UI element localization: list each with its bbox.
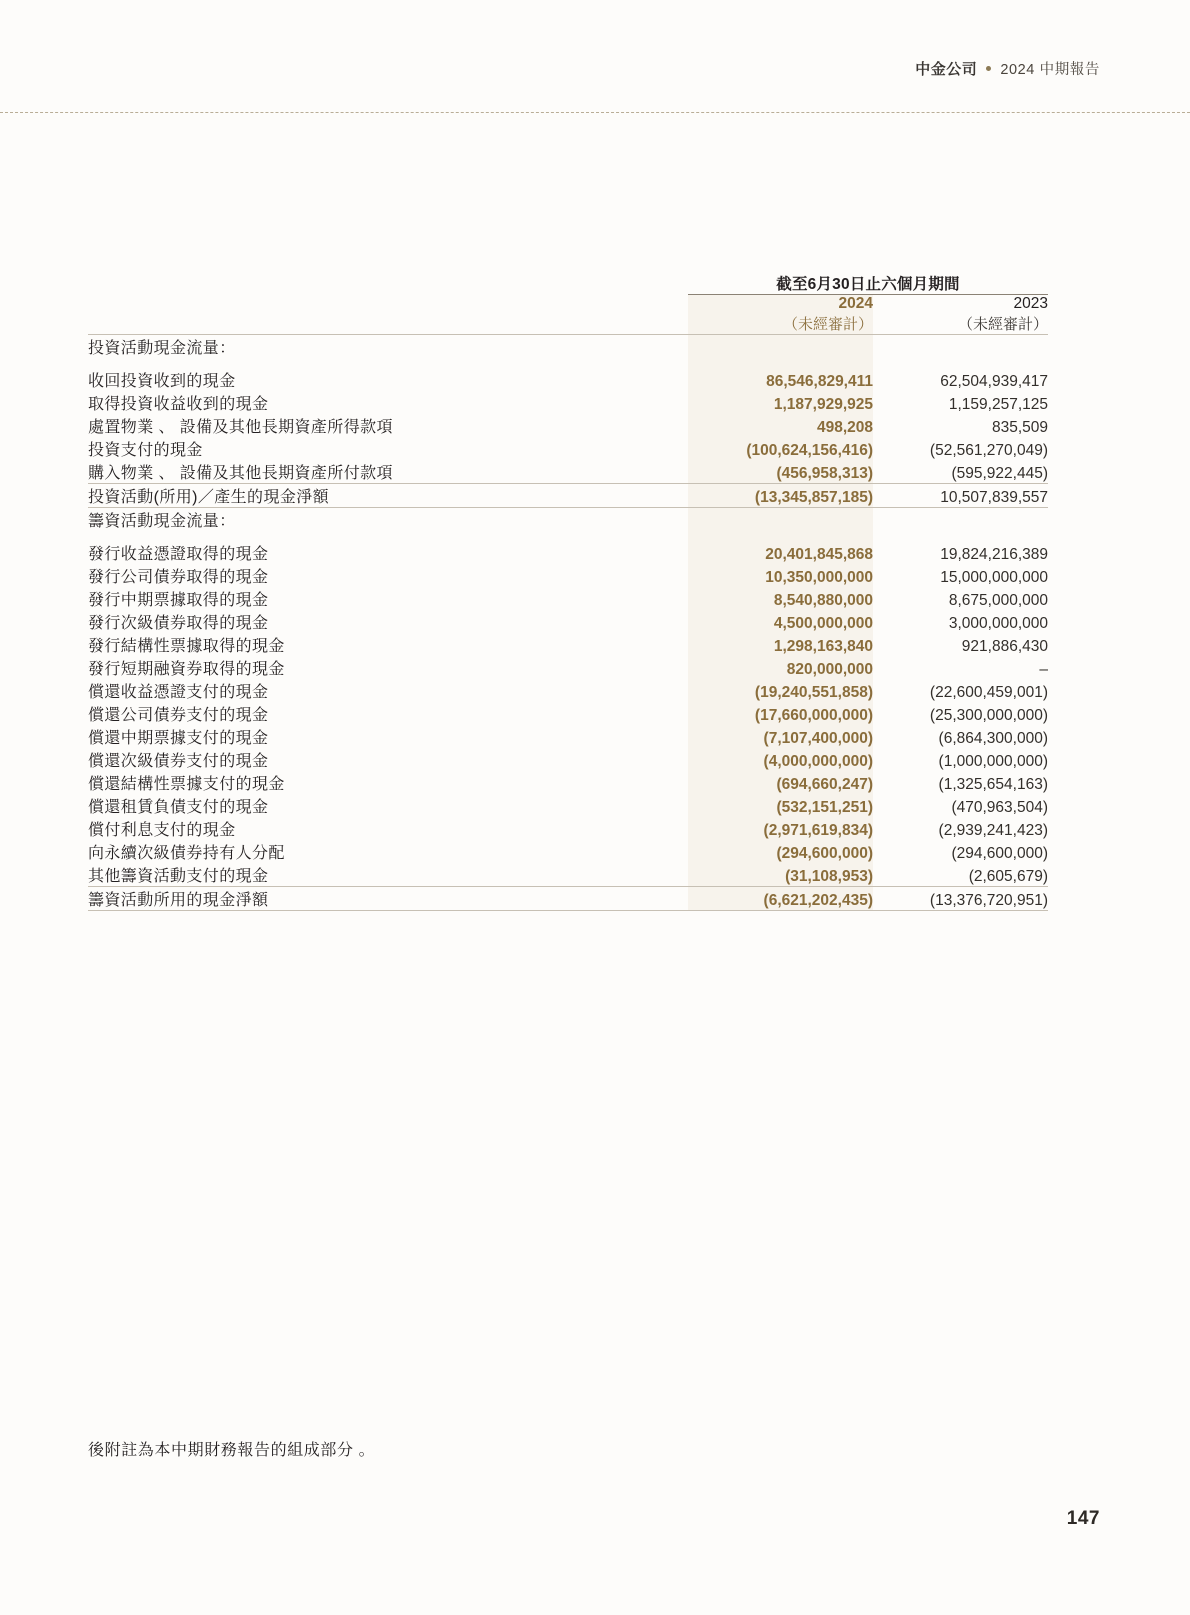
table-row xyxy=(88,437,1048,460)
table-header-year-row xyxy=(88,295,1048,314)
row-value-2024: (7,107,400,000) xyxy=(688,725,873,748)
row-value-2023: (294,600,000) xyxy=(951,845,1048,862)
row-label: 投資支付的現金 xyxy=(88,442,203,459)
row-label: 償付利息支付的現金 xyxy=(88,822,236,839)
row-value-2023: 835,509 xyxy=(991,419,1048,436)
table-row xyxy=(88,679,1048,702)
row-label: 處置物業 、 設備及其他長期資產所得款項 xyxy=(88,419,393,436)
table-row xyxy=(88,610,1048,633)
total-value-2024: (6,621,202,435) xyxy=(688,887,873,911)
row-value-2023: (1,325,654,163) xyxy=(938,776,1048,793)
row-value-2024: 20,401,845,868 xyxy=(688,541,873,564)
section-title-investing: 投資活動現金流量： xyxy=(88,340,236,357)
row-value-2024: (456,958,313) xyxy=(688,460,873,484)
row-value-2024: 4,500,000,000 xyxy=(688,610,873,633)
header-report-title: 2024 中期報告 xyxy=(1000,62,1100,78)
table-header-period-row xyxy=(88,272,1048,295)
table-row xyxy=(88,794,1048,817)
header-separator-dot xyxy=(986,66,991,71)
column-note-2023: （未經審計） xyxy=(873,313,1048,335)
table-row xyxy=(88,817,1048,840)
row-value-2023: 19,824,216,389 xyxy=(940,546,1048,563)
table-total-row xyxy=(88,484,1048,508)
total-value-2024: (13,345,857,185) xyxy=(688,484,873,508)
table-row xyxy=(88,541,1048,564)
row-value-2023: (52,561,270,049) xyxy=(929,442,1048,459)
table-row xyxy=(88,725,1048,748)
row-label: 償還次級債券支付的現金 xyxy=(88,753,269,770)
table-row xyxy=(88,633,1048,656)
row-value-2024: (294,600,000) xyxy=(688,840,873,863)
row-label: 償還結構性票據支付的現金 xyxy=(88,776,285,793)
row-value-2024: (4,000,000,000) xyxy=(688,748,873,771)
table-row xyxy=(88,840,1048,863)
row-value-2023: 62,504,939,417 xyxy=(940,373,1048,390)
row-label: 收回投資收到的現金 xyxy=(88,373,236,390)
table-row xyxy=(88,863,1048,887)
table-row xyxy=(88,391,1048,414)
table-total-row xyxy=(88,887,1048,911)
row-value-2023: (6,864,300,000) xyxy=(938,730,1048,747)
row-value-2024: 498,208 xyxy=(688,414,873,437)
section-title-row xyxy=(88,335,1048,359)
row-value-2023: (25,300,000,000) xyxy=(929,707,1048,724)
table-header-note-row xyxy=(88,313,1048,335)
row-label: 償還公司債券支付的現金 xyxy=(88,707,269,724)
row-label: 發行中期票據取得的現金 xyxy=(88,592,269,609)
page-number: 147 xyxy=(1066,1508,1100,1529)
row-value-2024: (19,240,551,858) xyxy=(688,679,873,702)
table-row xyxy=(88,587,1048,610)
spacer-row xyxy=(88,531,1048,541)
row-label: 向永續次級債券持有人分配 xyxy=(88,845,285,862)
row-value-2023: 3,000,000,000 xyxy=(948,615,1048,632)
row-value-2024: 820,000,000 xyxy=(688,656,873,679)
row-value-2023: 15,000,000,000 xyxy=(940,569,1048,586)
row-label: 償還租賃負債支付的現金 xyxy=(88,799,269,816)
table-row xyxy=(88,460,1048,484)
row-value-2023: (595,922,445) xyxy=(873,460,1048,484)
row-value-2024: (31,108,953) xyxy=(688,863,873,887)
table-row xyxy=(88,748,1048,771)
row-value-2023: (1,000,000,000) xyxy=(938,753,1048,770)
row-value-2024: 1,187,929,925 xyxy=(688,391,873,414)
row-value-2023: 8,675,000,000 xyxy=(948,592,1048,609)
row-value-2023: 921,886,430 xyxy=(961,638,1048,655)
row-label: 發行結構性票據取得的現金 xyxy=(88,638,285,655)
row-label: 發行短期融資券取得的現金 xyxy=(88,661,285,678)
row-value-2024: 86,546,829,411 xyxy=(688,368,873,391)
period-header: 截至6月30日止六個月期間 xyxy=(688,272,1048,295)
table-row xyxy=(88,771,1048,794)
row-value-2024: (694,660,247) xyxy=(688,771,873,794)
row-label: 其他籌資活動支付的現金 xyxy=(88,863,688,887)
spacer-row xyxy=(88,358,1048,368)
row-label: 取得投資收益收到的現金 xyxy=(88,396,269,413)
row-value-2024: (532,151,251) xyxy=(688,794,873,817)
cash-flow-table-container xyxy=(88,272,1048,911)
table-row xyxy=(88,368,1048,391)
row-value-2024: (100,624,156,416) xyxy=(688,437,873,460)
total-value-2023: (13,376,720,951) xyxy=(873,887,1048,911)
row-label: 購入物業 、 設備及其他長期資產所付款項 xyxy=(88,460,688,484)
column-note-2024: （未經審計） xyxy=(688,313,873,335)
row-label: 償還收益憑證支付的現金 xyxy=(88,684,269,701)
footnote-text: 後附註為本中期財務報告的組成部分 。 xyxy=(88,1442,376,1459)
row-value-2023: 1,159,257,125 xyxy=(948,396,1048,413)
column-header-year-2024: 2024 xyxy=(688,295,873,314)
row-value-2023: (470,963,504) xyxy=(951,799,1048,816)
row-label: 償還中期票據支付的現金 xyxy=(88,730,269,747)
total-label-investing: 投資活動(所用)／產生的現金淨額 xyxy=(88,484,688,508)
header-company-name: 中金公司 xyxy=(915,61,978,78)
table-row xyxy=(88,656,1048,679)
table-row xyxy=(88,702,1048,725)
row-value-2023: (2,605,679) xyxy=(873,863,1048,887)
row-value-2023: (2,939,241,423) xyxy=(938,822,1048,839)
row-label: 發行收益憑證取得的現金 xyxy=(88,546,269,563)
row-value-2023: (22,600,459,001) xyxy=(929,684,1048,701)
row-value-2024: (2,971,619,834) xyxy=(688,817,873,840)
row-value-2024: 1,298,163,840 xyxy=(688,633,873,656)
row-value-2024: (17,660,000,000) xyxy=(688,702,873,725)
table-row xyxy=(88,414,1048,437)
row-label: 發行公司債券取得的現金 xyxy=(88,569,269,586)
column-header-year-2023: 2023 xyxy=(1013,295,1048,312)
total-label-financing: 籌資活動所用的現金淨額 xyxy=(88,887,688,911)
section-title-row xyxy=(88,508,1048,532)
row-value-2024: 8,540,880,000 xyxy=(688,587,873,610)
cash-flow-table xyxy=(88,272,1048,911)
total-value-2023: 10,507,839,557 xyxy=(873,484,1048,508)
section-title-financing: 籌資活動現金流量： xyxy=(88,513,236,530)
row-value-2024: 10,350,000,000 xyxy=(688,564,873,587)
table-row xyxy=(88,564,1048,587)
row-value-2023: – xyxy=(1039,661,1048,678)
page-header xyxy=(915,58,1100,79)
header-divider xyxy=(0,112,1190,113)
row-label: 發行次級債券取得的現金 xyxy=(88,615,269,632)
